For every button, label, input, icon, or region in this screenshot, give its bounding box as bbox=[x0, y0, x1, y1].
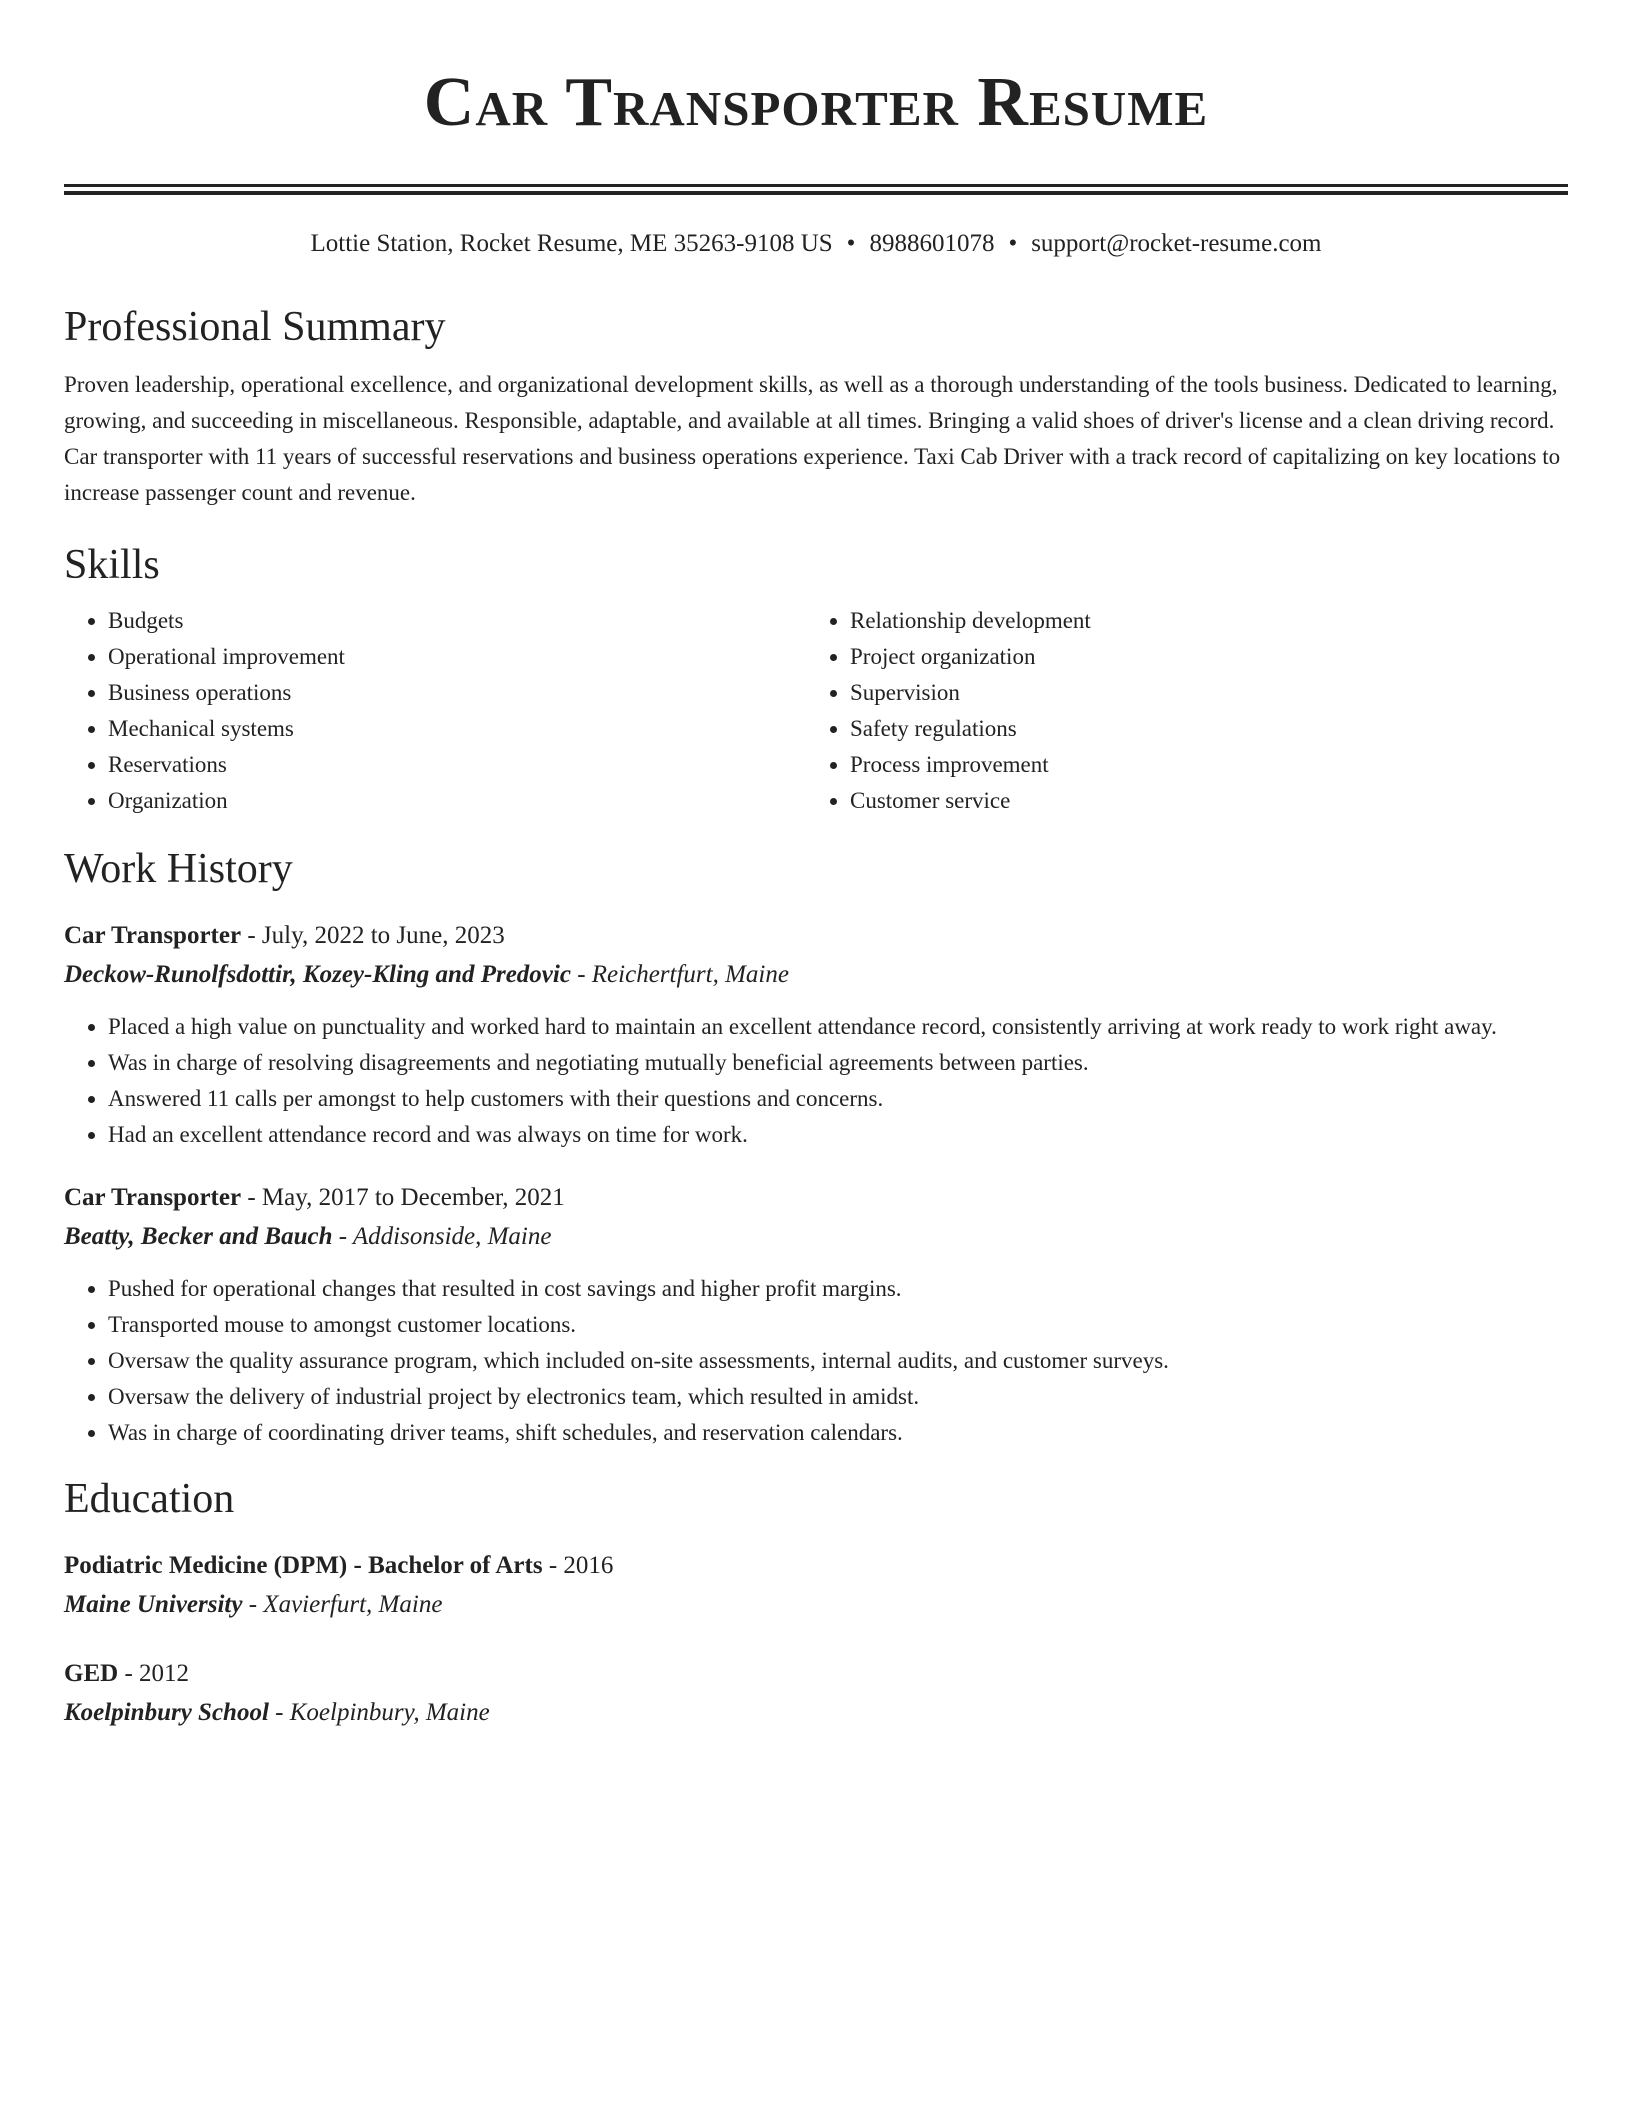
skill-item: • Supervision bbox=[850, 675, 1566, 711]
job-bullet: • Placed a high value on punctuality and worked hard to maintain an excellent attendance record, consistently arriving at work ready to work right away. bbox=[108, 1009, 1568, 1045]
job-location: - Addisonside, Maine bbox=[332, 1223, 552, 1250]
skill-item: • Organization bbox=[108, 783, 806, 819]
job-heading bbox=[64, 1179, 1568, 1217]
skill-item: • Safety regulations bbox=[850, 711, 1566, 747]
resume-title: Car Transporter Resume bbox=[423, 64, 1209, 141]
education-entry bbox=[64, 1547, 1568, 1625]
skill-item: • Process improvement bbox=[850, 747, 1566, 783]
contact-separator: • bbox=[846, 230, 856, 257]
education-degree: GED bbox=[64, 1660, 119, 1687]
skill-item: • Relationship development bbox=[850, 603, 1566, 639]
job-entry bbox=[64, 917, 1568, 1153]
education-entry bbox=[64, 1655, 1568, 1733]
job-title: Car Transporter bbox=[64, 1184, 242, 1211]
job-bullet: • Answered 11 calls per amongst to help customers with their questions and concerns. bbox=[108, 1081, 1568, 1117]
job-bullet: • Was in charge of coordinating driver teams, shift schedules, and reservation calendars. bbox=[108, 1415, 1568, 1451]
education-heading-line bbox=[64, 1547, 1568, 1585]
skills-column-right bbox=[806, 603, 1566, 819]
skills-heading: Skills bbox=[64, 542, 160, 588]
summary-text: Proven leadership, operational excellence, and organizational development skills, as well as a thorough understanding of the tools business. Dedicated to learning, growing, and succeeding in miscellaneous. Responsible, adaptable, and available at all times. Bringing a valid shoes of driver's license and a clean driving record. Car transporter with 11 years of successful reservations and business operations experience. Taxi Cab Driver with a track record of capitalizing on key locations to increase passenger count and revenue. bbox=[64, 372, 1561, 505]
job-bullets bbox=[64, 1271, 1568, 1451]
skills-column-left bbox=[64, 603, 806, 819]
job-bullet: • Transported mouse to amongst customer locations. bbox=[108, 1307, 1568, 1343]
job-bullet: • Had an excellent attendance record and was always on time for work. bbox=[108, 1117, 1568, 1153]
contact-email: support@rocket-resume.com bbox=[1031, 230, 1322, 257]
education-degree: Podiatric Medicine (DPM) - Bachelor of Arts bbox=[64, 1552, 543, 1579]
job-bullet: • Oversaw the delivery of industrial project by electronics team, which resulted in amidst. bbox=[108, 1379, 1568, 1415]
summary-heading: Professional Summary bbox=[64, 304, 446, 350]
contact-address: Lottie Station, Rocket Resume, ME 35263-9108 US bbox=[310, 230, 833, 257]
contact-phone: 8988601078 bbox=[869, 230, 995, 257]
job-bullet: • Pushed for operational changes that resulted in cost savings and higher profit margins. bbox=[108, 1271, 1568, 1307]
job-bullets bbox=[64, 1009, 1568, 1153]
job-company: Beatty, Becker and Bauch bbox=[64, 1223, 333, 1250]
skill-item: • Business operations bbox=[108, 675, 806, 711]
contact-line bbox=[64, 227, 1568, 261]
job-employer-line bbox=[64, 955, 1568, 995]
skill-item: • Project organization bbox=[850, 639, 1566, 675]
job-bullet: • Was in charge of resolving disagreements and negotiating mutually beneficial agreements between parties. bbox=[108, 1045, 1568, 1081]
job-heading bbox=[64, 917, 1568, 955]
skill-item: • Customer service bbox=[850, 783, 1566, 819]
education-school: Maine University bbox=[64, 1591, 243, 1618]
contact-separator: • bbox=[1008, 230, 1018, 257]
education-location: - Koelpinbury, Maine bbox=[268, 1699, 490, 1726]
education-school: Koelpinbury School bbox=[64, 1699, 269, 1726]
education-school-line bbox=[64, 1693, 1568, 1733]
job-title: Car Transporter bbox=[64, 922, 242, 949]
education-heading: Education bbox=[64, 1476, 235, 1522]
education-heading-line bbox=[64, 1655, 1568, 1693]
education-location: - Xavierfurt, Maine bbox=[242, 1591, 443, 1618]
skill-item: • Reservations bbox=[108, 747, 806, 783]
job-employer-line bbox=[64, 1217, 1568, 1257]
job-dates: - May, 2017 to December, 2021 bbox=[241, 1184, 565, 1211]
skills-list bbox=[64, 603, 1568, 819]
skill-item: • Mechanical systems bbox=[108, 711, 806, 747]
education-year: - 2016 bbox=[542, 1552, 614, 1579]
education-year: - 2012 bbox=[118, 1660, 190, 1687]
job-location: - Reichertfurt, Maine bbox=[570, 961, 789, 988]
job-entry bbox=[64, 1179, 1568, 1451]
job-dates: - July, 2022 to June, 2023 bbox=[241, 922, 505, 949]
skill-item: • Budgets bbox=[108, 603, 806, 639]
title-double-rule bbox=[64, 184, 1568, 195]
job-company: Deckow-Runolfsdottir, Kozey-Kling and Predovic bbox=[64, 961, 571, 988]
skill-item: • Operational improvement bbox=[108, 639, 806, 675]
education-school-line bbox=[64, 1585, 1568, 1625]
work-history-heading: Work History bbox=[64, 846, 293, 892]
job-bullet: • Oversaw the quality assurance program, which included on-site assessments, internal audits, and customer surveys. bbox=[108, 1343, 1568, 1379]
